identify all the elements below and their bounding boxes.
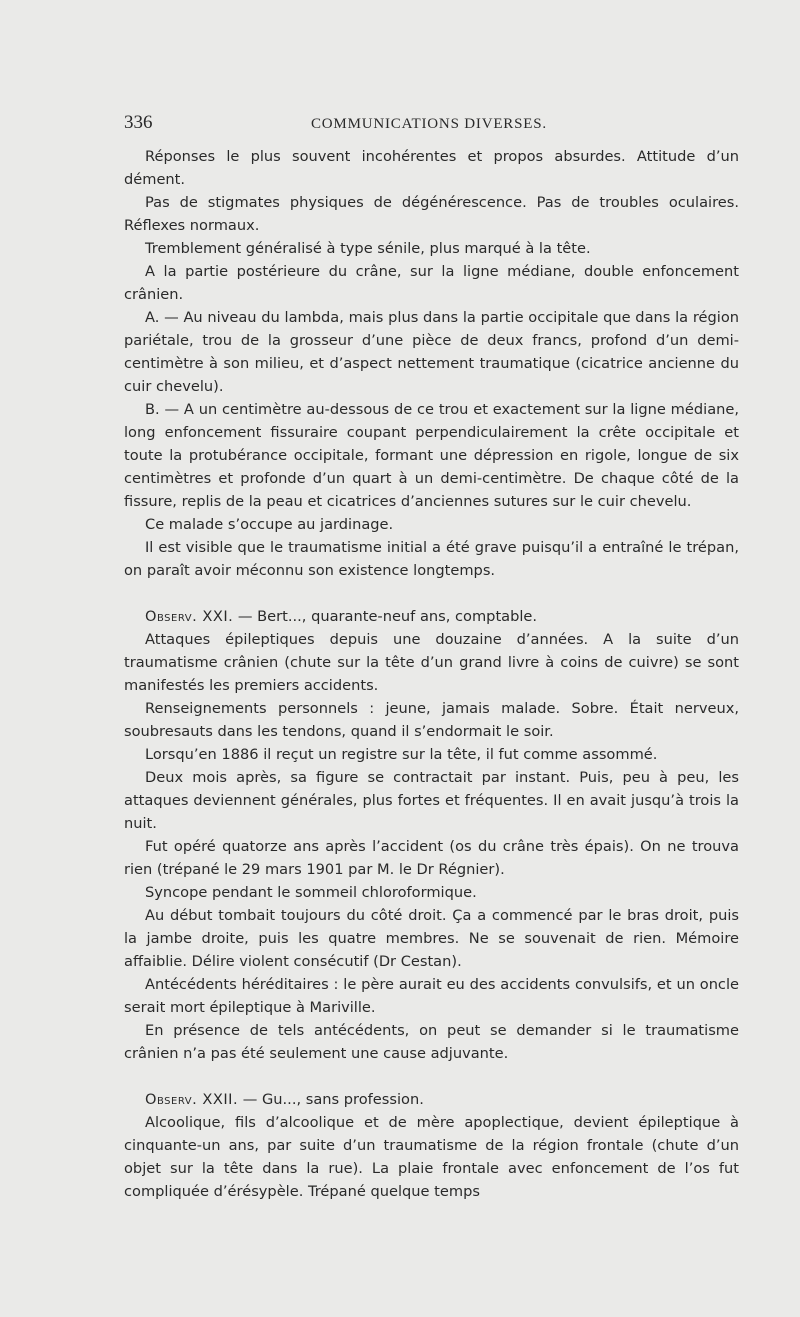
- paragraph: Renseignements personnels : jeune, jamais malade. Sobre. Était nerveux, soubresauts dans les tendons, quand il s’endormait le soir.: [124, 700, 739, 740]
- paragraph: En présence de tels antécédents, on peut se demander si le traumatisme crânien n’a pas été seulement une cause adjuvante.: [124, 1022, 739, 1062]
- paragraph: Fut opéré quatorze ans après l’accident (os du crâne très épais). On ne trouva rien (trépané le 29 mars 1901 par M. le Dr Régnier).: [124, 838, 739, 878]
- observation-label: Observ. XXI.: [145, 608, 234, 625]
- paragraph: A. — Au niveau du lambda, mais plus dans la partie occipitale que dans la région pariétale, trou de la grosseur d’une pièce de deux francs, profond d’un demi-centimètre à son milieu, et d’aspect nettement traumatique (cicatrice ancienne du cuir chevelu).: [124, 309, 739, 395]
- paragraph: Ce malade s’occupe au jardinage.: [145, 516, 394, 533]
- paragraph: Lorsqu’en 1886 il reçut un registre sur la tête, il fut comme assommé.: [145, 746, 658, 763]
- paragraph: Réponses le plus souvent incohérentes et propos absurdes. Attitude d’un dément.: [124, 148, 739, 188]
- paragraph: Tremblement généralisé à type sénile, plus marqué à la tête.: [145, 240, 591, 257]
- paragraph: Il est visible que le traumatisme initial a été grave puisqu’il a entraîné le trépan, on paraît avoir méconnu son existence longtemps.: [124, 539, 739, 579]
- observation-subject: — Bert..., quarante-neuf ans, comptable.: [233, 608, 538, 625]
- observation-heading-xxii: [124, 1088, 739, 1111]
- page-body: [124, 145, 739, 1203]
- paragraph: Antécédents héréditaires : le père aurait eu des accidents convulsifs, et un oncle serait mort épileptique à Mariville.: [124, 976, 739, 1016]
- paragraph: Alcoolique, fils d’alcoolique et de mère apoplectique, devient épileptique à cinquante-un ans, par suite d’un traumatisme de la région frontale (chute d’un objet sur la tête dans la rue). La plaie frontale avec enfoncement de l’os fut compliquée d’érésypèle. Trépané quelque temps: [124, 1114, 739, 1200]
- page-header: [124, 112, 739, 136]
- observation-heading-xxi: [124, 605, 739, 628]
- page-number: 336: [124, 112, 153, 133]
- running-head: COMMUNICATIONS DIVERSES.: [311, 116, 547, 132]
- observation-label: Observ. XXII.: [145, 1091, 239, 1108]
- paragraph: Pas de stigmates physiques de dégénérescence. Pas de troubles oculaires. Réflexes normaux.: [124, 194, 739, 234]
- paragraph: Syncope pendant le sommeil chloroformique.: [145, 884, 477, 901]
- paragraph: Au début tombait toujours du côté droit. Ça a commencé par le bras droit, puis la jambe droite, puis les quatre membres. Ne se souvenait de rien. Mémoire affaiblie. Délire violent consécutif (Dr Cestan).: [124, 907, 739, 970]
- paragraph: Attaques épileptiques depuis une douzaine d’années. A la suite d’un traumatisme crânien (chute sur la tête d’un grand livre à coins de cuivre) se sont manifestés les premiers accidents.: [124, 631, 739, 694]
- paragraph: Deux mois après, sa figure se contractait par instant. Puis, peu à peu, les attaques deviennent générales, plus fortes et fréquentes. Il en avait jusqu’à trois la nuit.: [124, 769, 739, 832]
- paragraph: A la partie postérieure du crâne, sur la ligne médiane, double enfoncement crânien.: [124, 263, 739, 303]
- paragraph: B. — A un centimètre au-dessous de ce trou et exactement sur la ligne médiane, long enfoncement fissuraire coupant perpendiculairement la crête occipitale et toute la protubérance occipitale, formant une dépression en rigole, longue de six centimètres et profonde d’un quart à un demi-centimètre. De chaque côté de la fissure, replis de la peau et cicatrices d’anciennes sutures sur le cuir chevelu.: [124, 401, 739, 510]
- observation-subject: — Gu..., sans profession.: [238, 1091, 424, 1108]
